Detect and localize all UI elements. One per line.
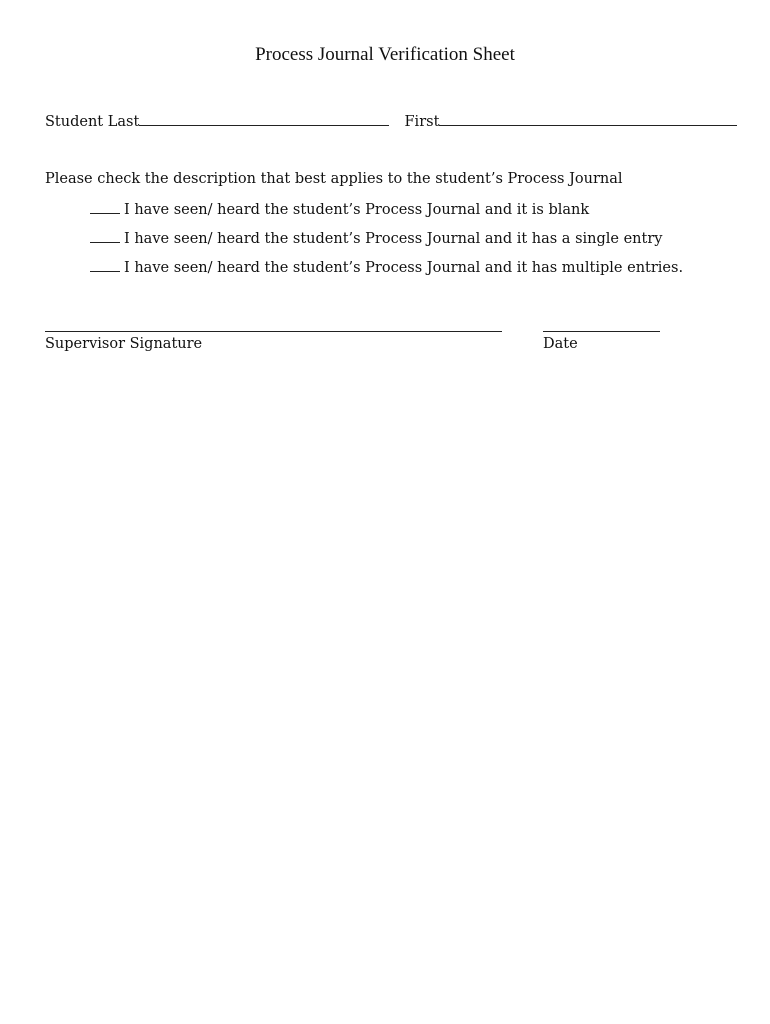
- student-first-label: First: [404, 114, 440, 130]
- option-label: I have seen/ heard the student’s Process Journal and it has multiple entries.: [124, 260, 684, 276]
- option-checkbox-single-entry[interactable]: [90, 229, 120, 243]
- option-multiple-entries: [90, 258, 683, 277]
- option-label: I have seen/ heard the student’s Process Journal and it is blank: [124, 202, 590, 218]
- date-label: Date: [543, 336, 578, 352]
- option-checkbox-blank[interactable]: [90, 200, 120, 214]
- page-title: Process Journal Verification Sheet: [255, 44, 515, 65]
- student-last-label: Student Last: [45, 114, 140, 130]
- option-blank: [90, 200, 589, 219]
- student-last-field[interactable]: [139, 112, 389, 126]
- supervisor-signature-field[interactable]: [45, 331, 502, 332]
- student-name-row: [45, 112, 737, 131]
- date-field[interactable]: [543, 331, 660, 332]
- supervisor-signature-label: Supervisor Signature: [45, 336, 203, 352]
- student-first-field[interactable]: [439, 112, 737, 126]
- option-label: I have seen/ heard the student’s Process Journal and it has a single entry: [124, 231, 663, 247]
- instructions-text: Please check the description that best applies to the student’s Process Journal: [45, 171, 623, 187]
- option-single-entry: [90, 229, 662, 248]
- option-checkbox-multiple-entries[interactable]: [90, 258, 120, 272]
